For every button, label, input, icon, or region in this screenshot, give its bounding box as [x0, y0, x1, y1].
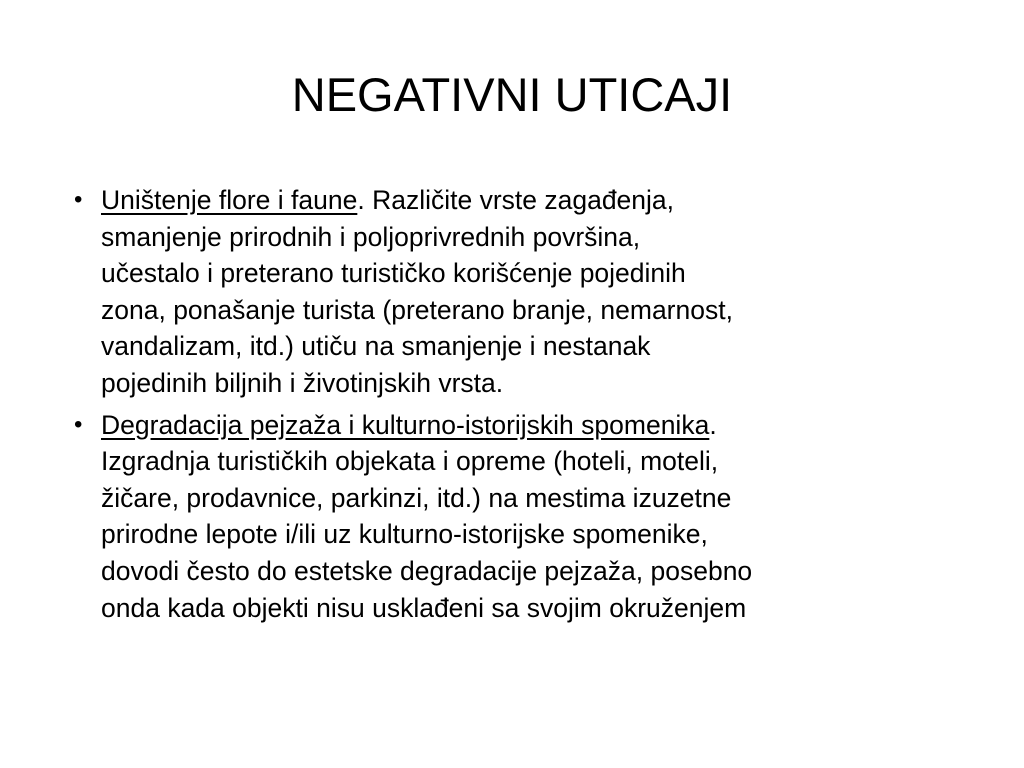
bullet-line: pojedinih biljnih i životinjskih vrsta. [101, 367, 504, 398]
bullet-line: smanjenje prirodnih i poljoprivrednih površina, [101, 221, 641, 252]
bullet-line [101, 182, 974, 219]
heading-separator: . [357, 185, 365, 215]
bullet-line: dovodi često do estetske degradacije pejzaža, posebno [101, 555, 753, 586]
bullet-item-flora-fauna [74, 182, 974, 402]
bullet-line [101, 407, 974, 444]
bullet-line: prirodne lepote i/ili uz kulturno-istorijske spomenike, [101, 519, 708, 550]
bullet-marker: • [74, 410, 83, 438]
bullet-line: Izgradnja turističkih objekata i opreme (hoteli, moteli, [101, 446, 719, 477]
heading-separator: . [709, 409, 717, 440]
slide-title: NEGATIVNI UTICAJI [291, 68, 733, 121]
bullet-heading: Degradacija pejzaža i kulturno-istorijskih spomenika [101, 409, 710, 440]
bullet-list [74, 182, 974, 631]
bullet-line: vandalizam, itd.) utiču na smanjenje i nestanak [101, 331, 651, 362]
bullet-line: učestalo i preterano turističko korišćenje pojedinih [101, 258, 686, 289]
bullet-item-landscape-degradation [74, 407, 974, 627]
bullet-text [101, 407, 974, 627]
bullet-line: zona, ponašanje turista (preterano branje, nemarnost, [101, 294, 733, 325]
bullet-line: onda kada objekti nisu usklađeni sa svojim okruženjem [101, 592, 747, 623]
bullet-heading: Uništenje flore i faune [101, 185, 358, 215]
bullet-line: žičare, prodavnice, parkinzi, itd.) na mestima izuzetne [101, 482, 732, 513]
bullet-text [101, 182, 974, 402]
bullet-marker: • [74, 186, 83, 213]
line-text: Različite vrste zagađenja, [364, 185, 675, 215]
